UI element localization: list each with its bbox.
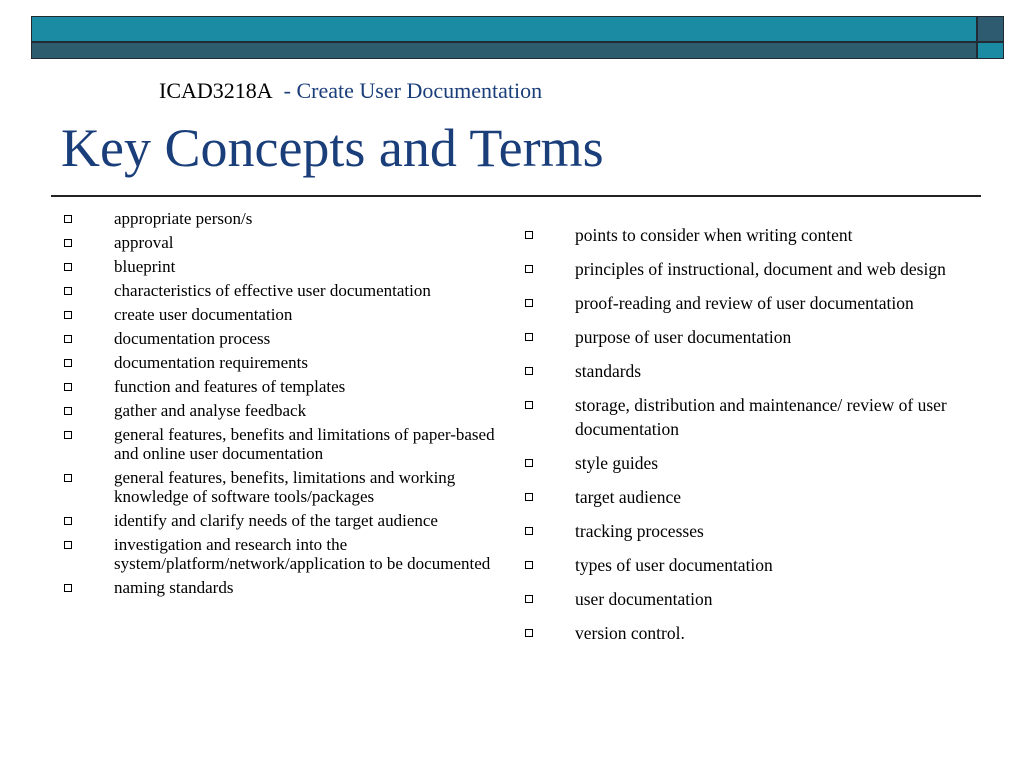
list-item-text: blueprint <box>114 257 176 276</box>
list-item-text: tracking processes <box>575 521 704 541</box>
list-item-text: types of user documentation <box>575 555 773 575</box>
square-bullet-icon <box>64 215 72 223</box>
right-term-list <box>525 223 975 655</box>
list-item <box>525 291 975 315</box>
slide-subtitle <box>159 78 542 104</box>
square-bullet-icon <box>525 367 533 375</box>
square-bullet-icon <box>64 541 72 549</box>
list-item <box>64 233 504 252</box>
square-bullet-icon <box>525 401 533 409</box>
list-item-text: approval <box>114 233 174 252</box>
list-item <box>64 535 504 573</box>
list-item-text: appropriate person/s <box>114 209 253 228</box>
list-item-text: version control. <box>575 623 685 643</box>
list-item-text: purpose of user documentation <box>575 327 792 347</box>
square-bullet-icon <box>64 407 72 415</box>
slide-title: Key Concepts and Terms <box>61 118 604 178</box>
list-item-text: principles of instructional, document and web design <box>575 259 946 279</box>
list-item-text: points to consider when writing content <box>575 225 853 245</box>
list-item-text: create user documentation <box>114 305 293 324</box>
square-bullet-icon <box>525 595 533 603</box>
list-item <box>64 353 504 372</box>
list-item <box>525 393 975 441</box>
list-item <box>525 621 975 645</box>
square-bullet-icon <box>64 517 72 525</box>
list-item-text: documentation requirements <box>114 353 309 372</box>
square-bullet-icon <box>64 287 72 295</box>
list-item <box>525 325 975 349</box>
square-bullet-icon <box>525 459 533 467</box>
square-bullet-icon <box>525 527 533 535</box>
unit-topic: - Create User Documentation <box>283 78 543 103</box>
list-item-text: characteristics of effective user documentation <box>114 281 431 300</box>
list-item <box>64 511 504 530</box>
list-item <box>525 359 975 383</box>
title-divider <box>51 195 981 197</box>
left-term-list <box>64 209 504 602</box>
list-item-text: proof-reading and review of user documentation <box>575 293 914 313</box>
list-item <box>64 468 504 506</box>
list-item-text: target audience <box>575 487 682 507</box>
list-item <box>64 578 504 597</box>
square-bullet-icon <box>525 561 533 569</box>
list-item-text: function and features of templates <box>114 377 346 396</box>
square-bullet-icon <box>525 299 533 307</box>
square-bullet-icon <box>64 311 72 319</box>
square-bullet-icon <box>525 493 533 501</box>
square-bullet-icon <box>64 584 72 592</box>
list-item-text: naming standards <box>114 578 234 597</box>
square-bullet-icon <box>64 263 72 271</box>
square-bullet-icon <box>64 359 72 367</box>
list-item <box>64 401 504 420</box>
list-item <box>525 587 975 611</box>
list-item <box>525 519 975 543</box>
square-bullet-icon <box>64 474 72 482</box>
square-bullet-icon <box>525 629 533 637</box>
list-item <box>64 329 504 348</box>
list-item <box>64 425 504 463</box>
list-item-text: style guides <box>575 453 659 473</box>
list-item <box>64 281 504 300</box>
list-item-text: standards <box>575 361 642 381</box>
list-item <box>525 223 975 247</box>
list-item-text: identify and clarify needs of the target audience <box>114 511 438 530</box>
list-item-text: gather and analyse feedback <box>114 401 307 420</box>
header-banner-top <box>31 16 977 42</box>
list-item <box>525 451 975 475</box>
square-bullet-icon <box>525 265 533 273</box>
unit-code: ICAD3218A <box>159 78 273 103</box>
list-item <box>64 377 504 396</box>
list-item <box>64 209 504 228</box>
list-item-text: storage, distribution and maintenance/ review of user documentation <box>575 395 947 439</box>
header-banner-bottom <box>31 42 977 59</box>
square-bullet-icon <box>525 333 533 341</box>
list-item-text: documentation process <box>114 329 271 348</box>
list-item-text: investigation and research into the system/platform/network/application to be documented <box>114 535 491 573</box>
square-bullet-icon <box>525 231 533 239</box>
list-item <box>64 257 504 276</box>
list-item <box>525 553 975 577</box>
square-bullet-icon <box>64 431 72 439</box>
list-item <box>525 485 975 509</box>
list-item-text: user documentation <box>575 589 713 609</box>
list-item-text: general features, benefits and limitations of paper-based and online user documentation <box>114 425 495 463</box>
square-bullet-icon <box>64 335 72 343</box>
header-banner-bottom-corner <box>977 42 1004 59</box>
header-banner-top-corner <box>977 16 1004 42</box>
list-item <box>64 305 504 324</box>
list-item <box>525 257 975 281</box>
square-bullet-icon <box>64 239 72 247</box>
list-item-text: general features, benefits, limitations and working knowledge of software tools/packages <box>114 468 456 506</box>
square-bullet-icon <box>64 383 72 391</box>
